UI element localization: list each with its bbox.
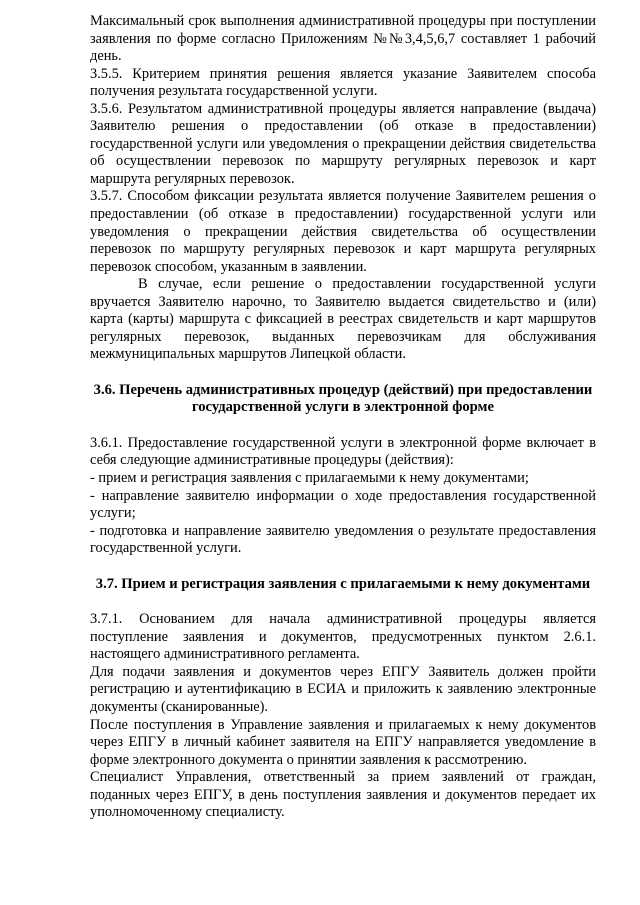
paragraph-3-5-7: 3.5.7. Способом фиксации результата является получение Заявителем решения о предоставлении (об отказе в предоставлении) государственной услуги или уведомления о прекращении действия свидетельства об осуществлении перевозок по маршруту регулярных перевозок и карт маршрута регулярных перевозок способом, указанным в заявлении. xyxy=(90,188,596,275)
spacer xyxy=(90,558,596,576)
paragraph-epgu-registration: Для подачи заявления и документов через ЕПГУ Заявитель должен пройти регистрацию и аутентификацию в ЕСИА и приложить к заявлению электронные документы (сканированные). xyxy=(90,663,596,715)
paragraph-delivery-case: В случае, если решение о предоставлении государственной услуги вручается Заявителю нарочно, то Заявителю выдается свидетельство и (или) карта (карты) маршрута с фиксацией в реестрах свидетельств и карт маршрутов регулярных перевозок, выданных перевозчикам для обслуживания межмуниципальных маршрутов Липецкой области. xyxy=(90,276,596,363)
paragraph-max-term: Максимальный срок выполнения административной процедуры при поступлении заявления по форме согласно Приложениям №№3,4,5,6,7 составляет 1 рабочий день. xyxy=(90,13,596,65)
paragraph-3-6-1: 3.6.1. Предоставление государственной услуги в электронной форме включает в себя следующие административные процедуры (действия): xyxy=(90,434,596,469)
paragraph-3-5-5: 3.5.5. Критерием принятия решения является указание Заявителем способа получения результата государственной услуги. xyxy=(90,65,596,100)
list-item: - подготовка и направление заявителю уведомления о результате предоставления государственной услуги. xyxy=(90,522,596,557)
list-item: - направление заявителю информации о ходе предоставления государственной услуги; xyxy=(90,487,596,522)
paragraph-3-7-1: 3.7.1. Основанием для начала административной процедуры является поступление заявления и документов, предусмотренных пунктом 2.6.1. настоящего административного регламента. xyxy=(90,611,596,663)
section-3-7-heading: 3.7. Прием и регистрация заявления с прилагаемыми к нему документами xyxy=(95,575,591,592)
paragraph-notification: После поступления в Управление заявления и прилагаемых к нему документов через ЕПГУ в личный кабинет заявителя на ЕПГУ направляется уведомление в форме электронного документа о принятии заявления к рассмотрению. xyxy=(90,716,596,768)
spacer xyxy=(90,593,596,611)
paragraph-specialist: Специалист Управления, ответственный за прием заявлений от граждан, поданных через ЕПГУ, в день поступления заявления и документов передает их уполномоченному специалисту. xyxy=(90,769,596,821)
spacer xyxy=(90,417,596,435)
section-3-6-heading: 3.6. Перечень административных процедур (действий) при предоставлении государственной услуги в электронной форме xyxy=(93,381,593,416)
paragraph-3-5-6: 3.5.6. Результатом административной процедуры является направление (выдача) Заявителю решения о предоставлении (об отказе в предоставлении) государственной услуги или уведомления о прекращении действия свидетельства об осуществлении перевозок по маршруту регулярных перевозок и карт маршрута регулярных перевозок. xyxy=(90,100,596,187)
spacer xyxy=(90,364,596,382)
list-item: - прием и регистрация заявления с прилагаемыми к нему документами; xyxy=(90,470,529,487)
